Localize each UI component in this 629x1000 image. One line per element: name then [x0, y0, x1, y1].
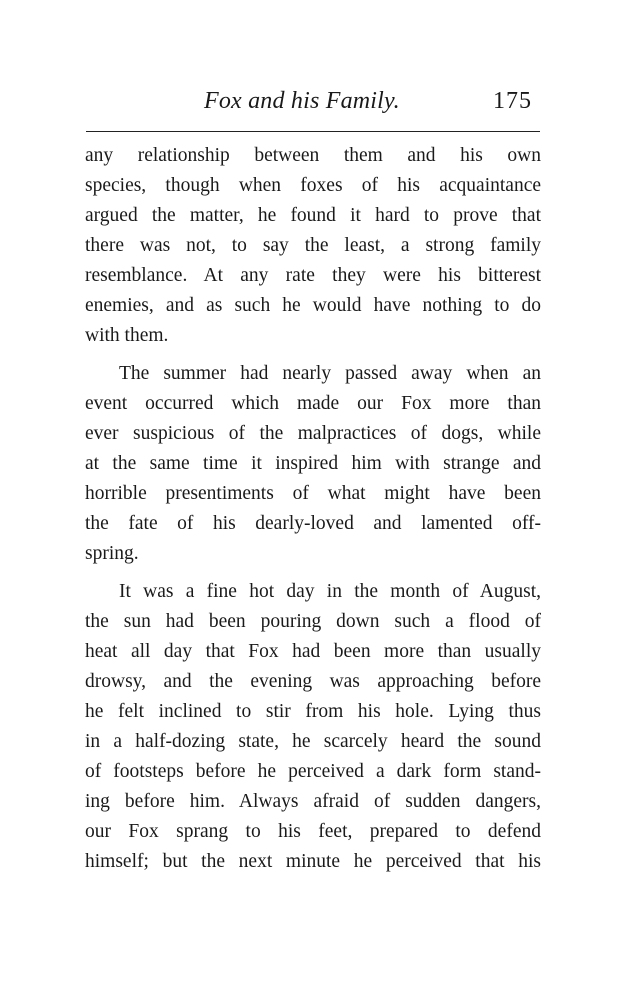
running-title: Fox and his Family. [204, 88, 400, 114]
text-line: at the same time it inspired him with strange and [85, 453, 541, 474]
text-line: of footsteps before he perceived a dark form stand- [85, 761, 541, 782]
text-line: ing before him. Always afraid of sudden dangers, [85, 791, 541, 812]
page-number: 175 [493, 88, 532, 114]
text-line: spring. [85, 543, 139, 564]
text-line: ever suspicious of the malpractices of dogs, while [85, 423, 541, 444]
text-line: the sun had been pouring down such a flood of [85, 611, 541, 632]
text-line: in a half-dozing state, he scarcely heard the sound [85, 731, 541, 752]
header-rule [86, 131, 540, 132]
paragraph-start-line: The summer had nearly passed away when an [119, 363, 541, 384]
running-head [86, 88, 540, 124]
text-line: the fate of his dearly-loved and lamented off- [85, 513, 541, 534]
text-line: any relationship between them and his own [85, 145, 541, 166]
text-line: he felt inclined to stir from his hole. Lying thus [85, 701, 541, 722]
text-line: drowsy, and the evening was approaching before [85, 671, 541, 692]
text-line: heat all day that Fox had been more than usually [85, 641, 541, 662]
text-line: there was not, to say the least, a strong family [85, 235, 541, 256]
text-line: argued the matter, he found it hard to prove that [85, 205, 541, 226]
text-line: horrible presentiments of what might have been [85, 483, 541, 504]
text-line: resemblance. At any rate they were his bitterest [85, 265, 541, 286]
body-text [85, 141, 541, 877]
text-line: species, though when foxes of his acquaintance [85, 175, 541, 196]
text-line: enemies, and as such he would have nothing to do [85, 295, 541, 316]
paragraph-start-line: It was a fine hot day in the month of August, [119, 581, 541, 602]
text-line: event occurred which made our Fox more than [85, 393, 541, 414]
text-line: himself; but the next minute he perceived that his [85, 851, 541, 872]
text-line: our Fox sprang to his feet, prepared to defend [85, 821, 541, 842]
text-line: with them. [85, 325, 169, 346]
